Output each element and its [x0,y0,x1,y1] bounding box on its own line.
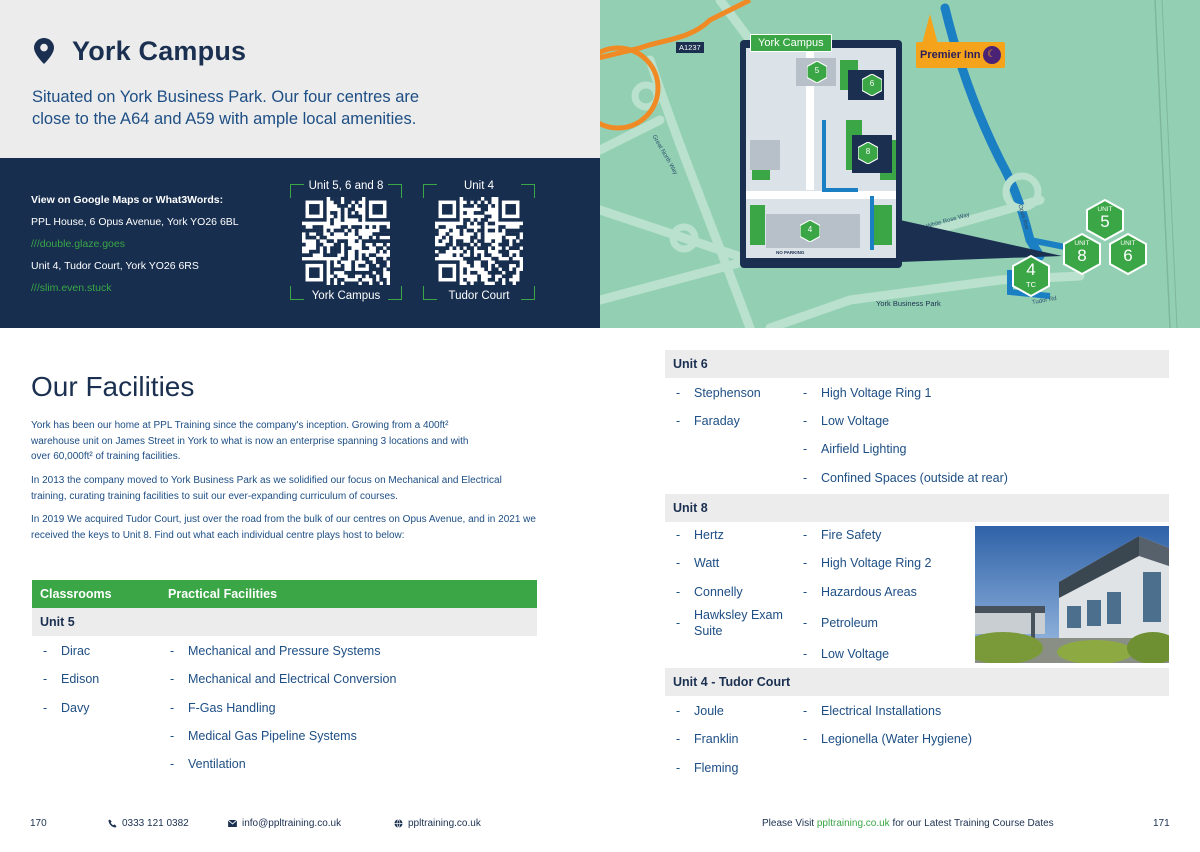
unit-4-tudor-court-header [665,668,1169,696]
page-number-right: 171 [1153,818,1170,829]
footer-visit-line: Please Visit ppltraining.co.uk for our Latest Training Course Dates [762,818,1054,829]
list-item: - High Voltage Ring 2 [803,556,932,570]
list-item: - Joule [676,704,724,718]
business-park-label: York Business Park [876,299,941,308]
campus-intro: Situated on York Business Park. Our four centres are close to the A64 and A59 with ample local amenities. [32,88,420,128]
qr-caption-top: Unit 4 [463,180,495,192]
opus-ave-label: Opus Ave [1016,203,1030,231]
inset-unit-8 [858,142,878,164]
footer-website[interactable]: ppltraining.co.uk [394,818,481,829]
great-north-way-label: Great North Way [650,134,679,176]
unit-name: Unit 8 [673,501,708,515]
hex-unit-number: 4 [1026,260,1036,279]
footer-phone[interactable]: 0333 121 0382 [108,818,189,829]
inset-unit-6 [862,74,882,96]
w3w-ppl-house[interactable]: ///double.glaze.goes [31,238,125,250]
page-number-left: 170 [30,818,47,829]
list-item: - Franklin [676,732,739,746]
facilities-title: Our Facilities [31,371,195,402]
list-item: - Airfield Lighting [803,442,907,456]
hex-unit-label: UNIT [1074,240,1090,247]
hex-unit-number: 5 [1100,212,1110,231]
list-item: - Mechanical and Electrical Conversion [170,672,397,686]
unit-name: Unit 4 - Tudor Court [673,675,791,689]
list-item: - Medical Gas Pipeline Systems [170,729,357,743]
hex-unit-sub: TC [1026,280,1036,289]
no-parking-label: NO PARKING [776,250,805,255]
envelope-icon [228,820,237,827]
visit-link[interactable]: ppltraining.co.uk [816,818,890,829]
inset-unit-number: 5 [814,66,820,75]
list-item: - Mechanical and Pressure Systems [170,644,381,658]
building-photo [975,526,1169,663]
list-item: - Stephenson [676,386,761,400]
list-item: - Fleming [676,761,739,775]
facilities-paragraph-1: York has been our home at PPL Training since the company's inception. Growing from a 400ft² warehouse unit on James Street in York to what is now an enterprise spanning 3 locations and with over 60,000ft² of training facilities. [31,420,469,462]
inset-unit-number: 8 [865,147,871,156]
list-item: - Dirac [43,644,91,658]
list-item: - Hertz [676,528,724,542]
hex-unit-8 [1063,233,1101,275]
list-item: - Legionella (Water Hygiene) [803,732,973,746]
location-pin-icon [34,38,54,64]
table-header [32,580,537,608]
hex-unit-number: 8 [1077,246,1087,265]
list-item: - Electrical Installations [803,704,942,718]
facilities-paragraph-2: In 2013 the company moved to York Business Park as we solidified our focus on Mechanical and Electrical training, curating training facilities to suit our ever-expanding curriculum of courses. [31,475,502,502]
address-ppl-house: PPL House, 6 Opus Avenue, York YO26 6BL [31,216,239,228]
page-title: York Campus [72,36,247,66]
column-practical-facilities: Practical Facilities [168,587,278,601]
premier-inn-label: Premier Inn [920,48,981,61]
unit-5-header [32,608,537,636]
qr-code-icon [435,197,523,285]
list-item: - Fire Safety [803,528,882,542]
facilities-paragraph-3: In 2019 We acquired Tudor Court, just over the road from the bulk of our centres on Opus Avenue, and in 2021 we received the keys to Unit 8. Find out what each individual centre plays host to below: [31,514,536,541]
list-item: - Davy [43,701,90,715]
list-item: - Low Voltage [803,414,890,428]
globe-icon [394,819,403,828]
list-item: - Faraday [676,414,740,428]
hex-unit-4-tudor-court [1012,255,1050,297]
column-classrooms: Classrooms [40,587,112,601]
hex-unit-6 [1109,233,1147,275]
unit-6-header [665,350,1169,378]
footer-email[interactable]: info@ppltraining.co.uk [228,818,341,829]
qr-york-campus[interactable] [290,180,402,302]
qr-tudor-court[interactable] [423,180,535,302]
list-item: - Edison [43,672,100,686]
white-rose-way-label: White Rose Way [926,211,971,231]
inset-unit-number: 4 [807,225,813,234]
campus-map [600,0,1200,328]
list-item: - F-Gas Handling [170,701,276,715]
list-item: Hawksley Exam Suite [694,608,783,638]
hex-unit-label: UNIT [1097,206,1113,213]
road-a1237-label: A1237 [676,42,704,53]
hex-unit-label: UNIT [1120,240,1136,247]
list-item-dash: - [676,616,681,630]
location-band [0,158,600,328]
list-item: - Ventilation [170,757,246,771]
list-item: - Hazardous Areas [803,585,917,599]
list-item: - High Voltage Ring 1 [803,386,932,400]
inset-unit-number: 6 [869,79,875,88]
unit-name: Unit 6 [673,357,708,371]
qr-caption-bottom: Tudor Court [448,290,510,302]
list-item: - Confined Spaces (outside at rear) [803,471,1008,485]
unit-8-header [665,494,1169,522]
w3w-tudor-court[interactable]: ///slim.even.stuck [31,282,112,294]
inset-unit-4 [800,220,820,242]
moon-icon: ☾ [983,46,1001,64]
qr-caption-bottom: York Campus [311,290,381,302]
unit-name: Unit 5 [40,615,75,629]
list-item: - Watt [676,556,720,570]
list-item: - Connelly [676,585,743,599]
list-item: - Low Voltage [803,647,890,661]
qr-caption-top: Unit 5, 6 and 8 [308,180,384,192]
hex-unit-number: 6 [1123,246,1133,265]
inset-label: York Campus [750,34,832,52]
inset-unit-5 [807,61,827,83]
address-tudor-court: Unit 4, Tudor Court, York YO26 6RS [31,260,199,272]
tudor-rd-label: Tudor Rd [1031,295,1058,307]
phone-icon [108,819,117,828]
list-item: - Petroleum [803,616,878,630]
premier-inn-marker [916,42,1005,68]
maps-label: View on Google Maps or What3Words: [31,194,224,206]
qr-code-icon [302,197,390,285]
campus-header [0,0,600,158]
